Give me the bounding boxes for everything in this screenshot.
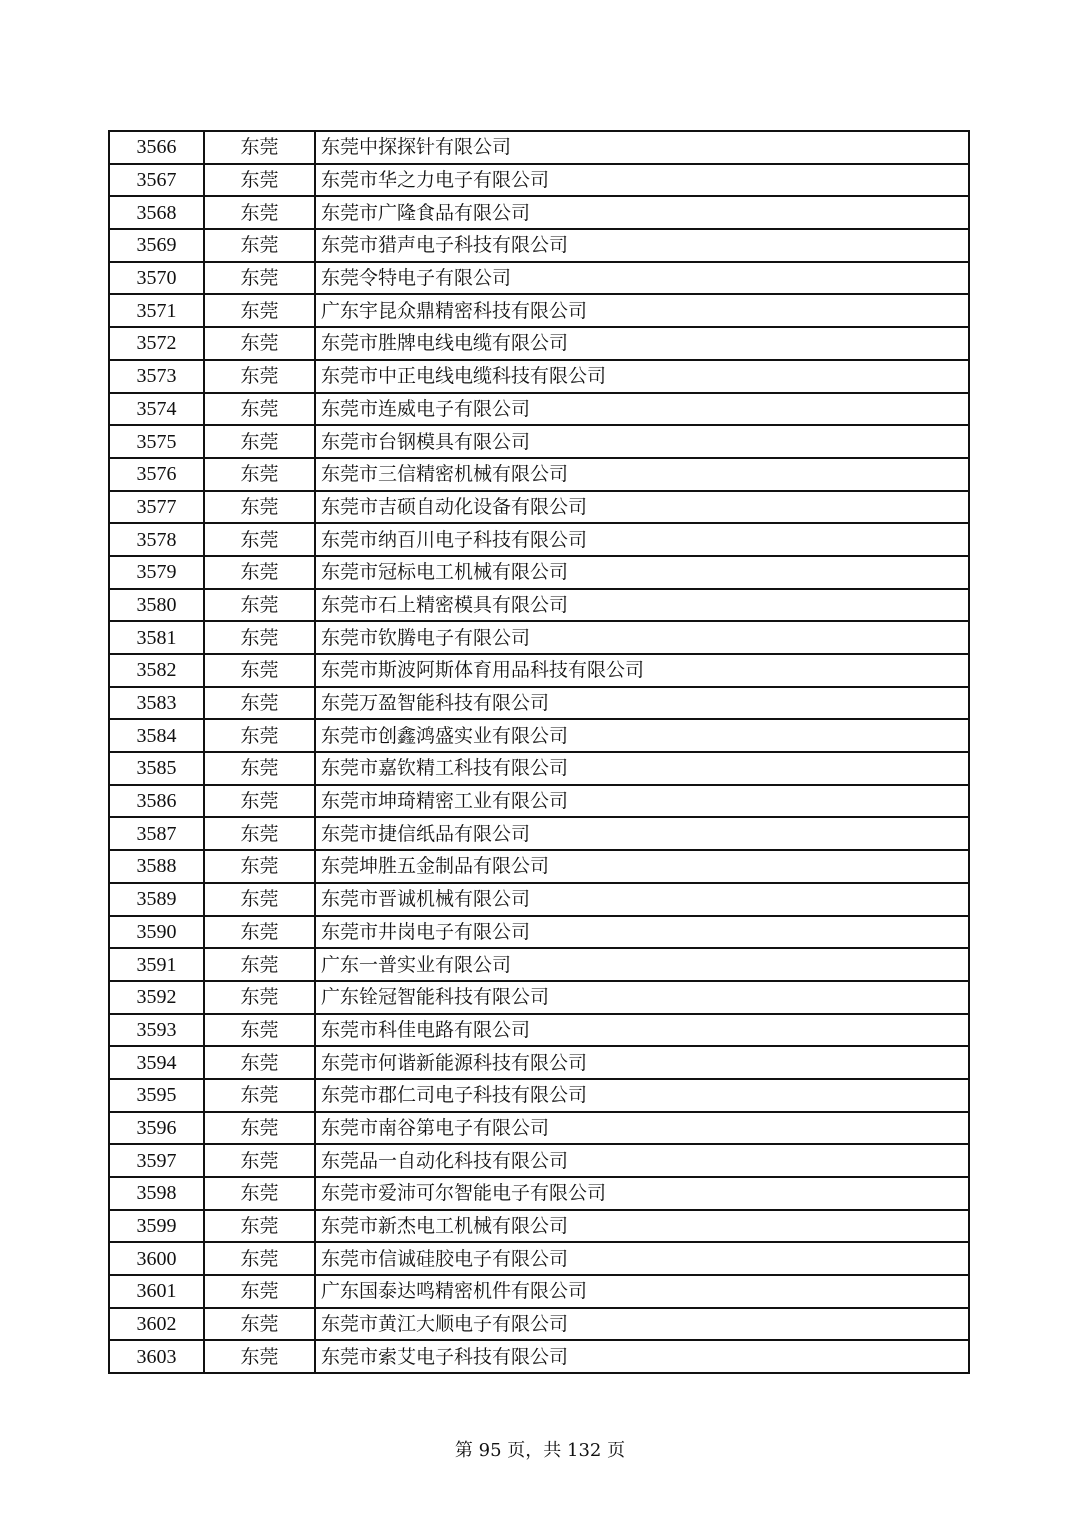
table-row [109,1177,969,1210]
row-number: 3577 [109,491,204,524]
city-cell: 东莞 [204,164,315,197]
company-name: 东莞市创鑫鸿盛实业有限公司 [315,719,969,752]
table-row [109,523,969,556]
company-name: 东莞市斯波阿斯体育用品科技有限公司 [315,654,969,687]
city-cell: 东莞 [204,491,315,524]
city-cell: 东莞 [204,262,315,295]
row-number: 3581 [109,621,204,654]
city-cell: 东莞 [204,948,315,981]
row-number: 3566 [109,131,204,164]
table-row [109,883,969,916]
city-cell: 东莞 [204,360,315,393]
table-row [109,1275,969,1308]
row-number: 3587 [109,817,204,850]
company-name: 东莞市猎声电子科技有限公司 [315,229,969,262]
company-table [108,130,970,1374]
row-number: 3603 [109,1340,204,1373]
row-number: 3583 [109,687,204,720]
city-cell: 东莞 [204,523,315,556]
table-row [109,687,969,720]
company-name: 东莞市何谐新能源科技有限公司 [315,1046,969,1079]
company-name: 东莞市坤琦精密工业有限公司 [315,785,969,818]
company-name: 东莞市吉硕自动化设备有限公司 [315,491,969,524]
city-cell: 东莞 [204,1046,315,1079]
row-number: 3585 [109,752,204,785]
table-row [109,262,969,295]
table-row [109,196,969,229]
row-number: 3578 [109,523,204,556]
company-name: 东莞市南谷第电子有限公司 [315,1112,969,1145]
company-name: 东莞市广隆食品有限公司 [315,196,969,229]
row-number: 3592 [109,981,204,1014]
row-number: 3572 [109,327,204,360]
table-row [109,850,969,883]
row-number: 3599 [109,1210,204,1243]
company-name: 东莞市中正电线电缆科技有限公司 [315,360,969,393]
company-name: 东莞市台钢模具有限公司 [315,425,969,458]
city-cell: 东莞 [204,621,315,654]
company-name: 东莞市黄江大顺电子有限公司 [315,1308,969,1341]
table-row [109,916,969,949]
city-cell: 东莞 [204,196,315,229]
city-cell: 东莞 [204,916,315,949]
table-row [109,817,969,850]
table-row [109,948,969,981]
table-row [109,719,969,752]
table-row [109,1014,969,1047]
city-cell: 东莞 [204,458,315,491]
city-cell: 东莞 [204,327,315,360]
company-name: 东莞坤胜五金制品有限公司 [315,850,969,883]
table-row [109,589,969,622]
company-name: 广东铨冠智能科技有限公司 [315,981,969,1014]
company-name: 东莞市连威电子有限公司 [315,393,969,426]
row-number: 3589 [109,883,204,916]
city-cell: 东莞 [204,817,315,850]
row-number: 3586 [109,785,204,818]
city-cell: 东莞 [204,131,315,164]
table-row [109,1112,969,1145]
row-number: 3601 [109,1275,204,1308]
table-row [109,229,969,262]
table-row [109,131,969,164]
table-row [109,1242,969,1275]
row-number: 3573 [109,360,204,393]
company-name: 东莞市冠标电工机械有限公司 [315,556,969,589]
city-cell: 东莞 [204,589,315,622]
company-name: 广东国泰达鸣精密机件有限公司 [315,1275,969,1308]
city-cell: 东莞 [204,393,315,426]
row-number: 3579 [109,556,204,589]
city-cell: 东莞 [204,1308,315,1341]
company-name: 东莞市纳百川电子科技有限公司 [315,523,969,556]
city-cell: 东莞 [204,1112,315,1145]
city-cell: 东莞 [204,752,315,785]
row-number: 3591 [109,948,204,981]
table-row [109,752,969,785]
city-cell: 东莞 [204,1210,315,1243]
company-name: 东莞市索艾电子科技有限公司 [315,1340,969,1373]
company-name: 东莞市爱沛可尔智能电子有限公司 [315,1177,969,1210]
table-row [109,360,969,393]
city-cell: 东莞 [204,1242,315,1275]
row-number: 3595 [109,1079,204,1112]
row-number: 3590 [109,916,204,949]
table-row [109,1210,969,1243]
company-name: 东莞市郡仁司电子科技有限公司 [315,1079,969,1112]
company-name: 东莞市科佳电路有限公司 [315,1014,969,1047]
city-cell: 东莞 [204,1177,315,1210]
table-row [109,556,969,589]
row-number: 3584 [109,719,204,752]
table-row [109,491,969,524]
city-cell: 东莞 [204,850,315,883]
row-number: 3574 [109,393,204,426]
row-number: 3602 [109,1308,204,1341]
city-cell: 东莞 [204,1275,315,1308]
table-row [109,1144,969,1177]
city-cell: 东莞 [204,687,315,720]
row-number: 3597 [109,1144,204,1177]
row-number: 3600 [109,1242,204,1275]
city-cell: 东莞 [204,719,315,752]
row-number: 3569 [109,229,204,262]
table-row [109,981,969,1014]
table-row [109,458,969,491]
row-number: 3598 [109,1177,204,1210]
city-cell: 东莞 [204,294,315,327]
company-name: 东莞市晋诚机械有限公司 [315,883,969,916]
row-number: 3580 [109,589,204,622]
city-cell: 东莞 [204,1014,315,1047]
row-number: 3594 [109,1046,204,1079]
row-number: 3593 [109,1014,204,1047]
city-cell: 东莞 [204,425,315,458]
city-cell: 东莞 [204,1079,315,1112]
row-number: 3575 [109,425,204,458]
row-number: 3567 [109,164,204,197]
table-row [109,785,969,818]
company-name: 东莞市信诚硅胶电子有限公司 [315,1242,969,1275]
table-row [109,425,969,458]
company-name: 东莞品一自动化科技有限公司 [315,1144,969,1177]
table-row [109,621,969,654]
company-name: 东莞市捷信纸品有限公司 [315,817,969,850]
city-cell: 东莞 [204,981,315,1014]
city-cell: 东莞 [204,785,315,818]
table-row [109,1079,969,1112]
company-name: 东莞市井岗电子有限公司 [315,916,969,949]
table-row [109,1308,969,1341]
row-number: 3571 [109,294,204,327]
company-name: 东莞市石上精密模具有限公司 [315,589,969,622]
company-name: 东莞万盈智能科技有限公司 [315,687,969,720]
company-name: 广东宇昆众鼎精密科技有限公司 [315,294,969,327]
table-row [109,327,969,360]
company-name: 东莞中探探针有限公司 [315,131,969,164]
city-cell: 东莞 [204,654,315,687]
row-number: 3568 [109,196,204,229]
row-number: 3596 [109,1112,204,1145]
company-name: 东莞市新杰电工机械有限公司 [315,1210,969,1243]
row-number: 3570 [109,262,204,295]
company-name: 东莞市胜牌电线电缆有限公司 [315,327,969,360]
company-name: 东莞市三信精密机械有限公司 [315,458,969,491]
row-number: 3576 [109,458,204,491]
company-name: 东莞市嘉钦精工科技有限公司 [315,752,969,785]
city-cell: 东莞 [204,1144,315,1177]
city-cell: 东莞 [204,556,315,589]
city-cell: 东莞 [204,229,315,262]
row-number: 3588 [109,850,204,883]
company-name: 东莞令特电子有限公司 [315,262,969,295]
row-number: 3582 [109,654,204,687]
table-row [109,294,969,327]
company-name: 广东一普实业有限公司 [315,948,969,981]
table-row [109,164,969,197]
company-name: 东莞市钦腾电子有限公司 [315,621,969,654]
table-row [109,654,969,687]
table-row [109,393,969,426]
company-name: 东莞市华之力电子有限公司 [315,164,969,197]
page-footer: 第 95 页，共 132 页 [454,1440,626,1461]
city-cell: 东莞 [204,883,315,916]
table-row [109,1340,969,1373]
city-cell: 东莞 [204,1340,315,1373]
table-row [109,1046,969,1079]
